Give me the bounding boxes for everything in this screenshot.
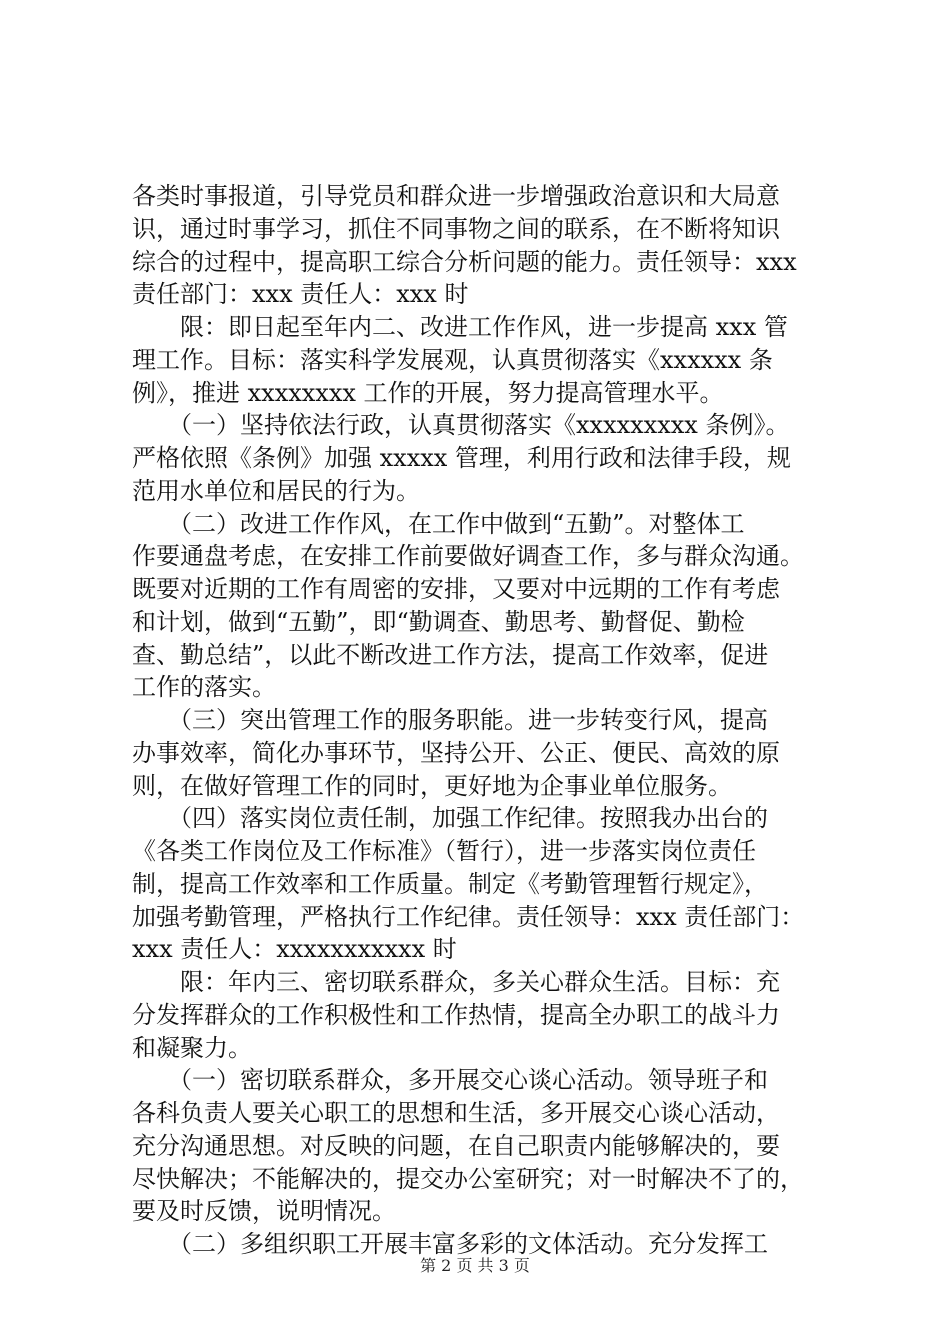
text-line: 工作的落实。 — [132, 673, 276, 702]
text-line: 各类时事报道，引导党员和群众进一步增强政治意识和大局意 — [132, 182, 780, 210]
text-line: 办事效率，简化办事环节，坚持公开、公正、便民、高效的原 — [132, 738, 780, 767]
text-line: 《各类工作岗位及工作标准》（暂行），进一步落实岗位责任 — [132, 837, 756, 865]
text-line: 充分沟通思想。对反映的问题，在自己职责内能够解决的，要 — [132, 1131, 780, 1160]
text-line: 范用水单位和居民的行为。 — [132, 476, 420, 505]
text-line: （四）落实岗位责任制，加强工作纪律。按照我办出台的 — [132, 804, 768, 833]
text-line: 识，通过时事学习，抓住不同事物之间的联系，在不断将知识 — [132, 214, 780, 243]
text-line: 作要通盘考虑，在安排工作前要做好调查工作，多与群众沟通。 — [132, 542, 804, 571]
text-line: xxx 责任人：xxxxxxxxxxx 时 — [132, 935, 457, 964]
text-line: 责任部门：xxx 责任人：xxx 时 — [132, 280, 469, 309]
text-line: 尽快解决；不能解决的，提交办公室研究；对一时解决不了的， — [132, 1164, 804, 1193]
text-line: 分发挥群众的工作积极性和工作热情，提高全办职工的战斗力 — [132, 1000, 780, 1029]
page-footer: 第 2 页 共 3 页 — [420, 1256, 530, 1275]
text-line: 例》，推进 xxxxxxxx 工作的开展，努力提高管理水平。 — [132, 378, 724, 407]
text-line: （二）改进工作作风，在工作中做到“五勤”。对整体工 — [132, 509, 745, 538]
text-line: 限：年内三、密切联系群众，多关心群众生活。目标：充 — [132, 968, 780, 996]
text-line: 则，在做好管理工作的同时，更好地为企事业单位服务。 — [132, 771, 732, 800]
text-line: 和计划，做到“五勤”，即“勤调查、勤思考、勤督促、勤检 — [132, 607, 745, 636]
text-line: 和凝聚力。 — [132, 1033, 252, 1062]
text-line: （一）坚持依法行政，认真贯彻落实《xxxxxxxxx 条例》。 — [132, 411, 790, 440]
text-line: 加强考勤管理，严格执行工作纪律。责任领导：xxx 责任部门： — [132, 902, 805, 931]
text-line: 严格依照《条例》加强 xxxxx 管理，利用行政和法律手段，规 — [132, 444, 791, 472]
text-line: 理工作。目标：落实科学发展观，认真贯彻落实《xxxxxx 条 — [132, 345, 773, 374]
text-line: 制，提高工作效率和工作质量。制定《考勤管理暂行规定》， — [132, 869, 768, 898]
text-line: 查、勤总结”，以此不断改进工作方法，提高工作效率，促进 — [132, 640, 769, 669]
body-text — [132, 180, 832, 1261]
text-line: （一）密切联系群众，多开展交心谈心活动。领导班子和 — [132, 1066, 768, 1095]
text-line: 限：即日起至年内二、改进工作作风，进一步提高 xxx 管 — [132, 313, 788, 341]
text-line: （二）多组织职工开展丰富多彩的文体活动。充分发挥工 — [132, 1230, 768, 1258]
text-line: 各科负责人要关心职工的思想和生活，多开展交心谈心活动， — [132, 1099, 780, 1127]
text-line: 综合的过程中，提高职工综合分析问题的能力。责任领导：xxx — [132, 247, 797, 276]
text-line: 既要对近期的工作有周密的安排，又要对中远期的工作有考虑 — [132, 575, 780, 603]
text-line: （三）突出管理工作的服务职能。进一步转变行风，提高 — [132, 706, 768, 734]
text-line: 要及时反馈，说明情况。 — [132, 1197, 396, 1226]
